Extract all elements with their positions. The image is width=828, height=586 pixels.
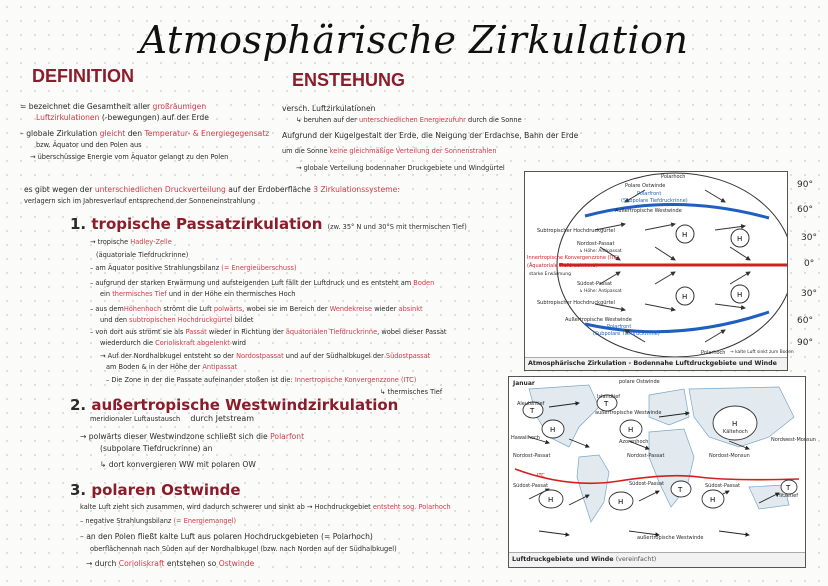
high-marker: H bbox=[628, 426, 634, 434]
low-marker: T bbox=[604, 400, 609, 408]
label-subtrop-hochdruckguertel: Subtropischer Hochdruckgürtel bbox=[537, 228, 615, 234]
entstehung-line-2: ↳ beruhen auf der unterschiedlichen Energiezufuhr durch die Sonne bbox=[296, 116, 522, 124]
lat-label-90s: 90° bbox=[797, 338, 813, 348]
high-marker: H bbox=[618, 498, 624, 506]
definition-line-3: – globale Zirkulation gleicht den Temperatur- & Energiegegensatz bbox=[20, 129, 270, 138]
high-marker: H bbox=[737, 291, 743, 299]
section-2-line-2: → polwärts dieser Westwindzone schließt sich die Polarfont bbox=[80, 432, 305, 441]
section-2-line-4: ↳ dort konvergieren WW mit polaren OW bbox=[100, 460, 256, 469]
section-2-line-3: (subpolare Tiefdruckrinne) an bbox=[100, 444, 213, 453]
entstehung-line-1: versch. Luftzirkulationen bbox=[282, 104, 376, 113]
label-polarfront-2: Polarfront bbox=[607, 324, 632, 330]
world-map-figure bbox=[509, 377, 805, 545]
label-polare-ostwinde: Polare Ostwinde bbox=[625, 183, 666, 189]
section-1-line-8: – von dort aus strömt sie als Passat wieder in Richtung der äquatorialen Tiefdruckrinne, wobei dieser Passat bbox=[90, 328, 447, 336]
section-3-line-1: kalte Luft zieht sich zusammen, wird dadurch schwerer und sinkt ab → Hochdruckgebiet entsteht sog. Polarhoch bbox=[80, 503, 451, 511]
map-label-suedost-passat-3: Südost-Passat bbox=[705, 483, 741, 489]
section-1-heading: 1. tropische Passatzirkulation (zw. 35° N und 30°S mit thermischen Tief) bbox=[70, 215, 467, 233]
map-label-hawaiihoch: Hawaiihoch bbox=[511, 435, 540, 441]
map-label-kaeltehoch: Kältehoch bbox=[723, 429, 748, 435]
section-1-line-12: – Die Zone in der die Passate aufeinander stoßen ist die: Innertropische Konvergenzzone (ITC) bbox=[106, 376, 417, 384]
map-label-suedost-passat-2: Südost-Passat bbox=[629, 481, 665, 487]
section-1-line-7: und den subtropischen Hochdruckgürtel bildet bbox=[100, 316, 254, 324]
low-marker: T bbox=[678, 486, 683, 494]
label-subtrop-hochdruckguertel-2: Subtropischer Hochdruckgürtel bbox=[537, 300, 615, 306]
map-label-hitzetief: Hitzetief bbox=[777, 493, 798, 499]
entstehung-heading: ENSTEHUNG bbox=[292, 70, 406, 90]
map-month: Januar bbox=[513, 380, 535, 387]
high-marker: H bbox=[682, 231, 688, 239]
map-label-aussertrop-westwinde: außertropische Westwinde bbox=[595, 410, 662, 416]
map-label-nordost-passat-2: Nordost-Passat bbox=[627, 453, 665, 459]
section-2-line-1: meridionaler Luftaustausch durch Jetstream bbox=[90, 414, 255, 423]
map-label-azorenhoch: Azorenhoch bbox=[619, 439, 649, 445]
definition-line-1: = bezeichnet die Gesamtheit aller großräumigen bbox=[20, 102, 207, 111]
high-marker: H bbox=[682, 293, 688, 301]
definition-line-5: → überschüssige Energie vom Äquator gelangt zu den Polen bbox=[30, 153, 229, 161]
label-polarhoch-top: Polarhoch bbox=[661, 174, 686, 180]
section-1-line-5: ein thermisches Tief und in der Höhe ein thermisches Hoch bbox=[100, 290, 296, 298]
map-label-itc: ITC bbox=[537, 473, 545, 479]
map-label-nordost-passat-1: Nordost-Passat bbox=[513, 453, 551, 459]
section-1-line-2: (äquatoriale Tiefdruckrinne) bbox=[96, 251, 189, 259]
entstehung-line-5: → globale Verteilung bodennaher Druckgebiete und Windgürtel bbox=[296, 164, 505, 172]
high-marker: H bbox=[732, 420, 738, 428]
lat-label-30n: 30° bbox=[801, 233, 817, 243]
circulation-diagram-caption: Atmosphärische Zirkulation - Bodennahe Luftdruckgebiete und Winde bbox=[525, 357, 787, 370]
label-itc-note: starke Erwärmung bbox=[529, 272, 572, 277]
high-marker: H bbox=[550, 426, 556, 434]
section-1-line-1: → tropische Hadley-Zelle bbox=[90, 238, 172, 246]
section-2-heading: 2. außertropische Westwindzirkulation bbox=[70, 396, 399, 414]
map-label-suedost-passat-1: Südost-Passat bbox=[513, 483, 549, 489]
section-3-heading: 3. polaren Ostwinde bbox=[70, 481, 241, 499]
section-3-line-4: oberflächennah nach Süden auf der Nordhalbkugel (bzw. nach Norden auf der Südhalbkugel) bbox=[90, 545, 397, 553]
map-label-nordost-monsun: Nordost-Monsun bbox=[709, 453, 750, 459]
entstehung-line-3: Aufgrund der Kugelgestalt der Erde, die Neigung der Erdachse, Bahn der Erde bbox=[282, 131, 579, 140]
low-marker: T bbox=[530, 407, 535, 415]
section-1-line-10: → Auf der Nordhalbkugel entsteht so der Nordostpassat und auf der Südhalbkugel der Südostpassat bbox=[100, 352, 431, 360]
label-polarhoch-note: → kalte Luft sinkt zum Boden bbox=[730, 350, 794, 355]
section-1-line-11: am Boden & in der Höhe der Antipassat bbox=[106, 363, 238, 371]
lat-label-60s: 60° bbox=[797, 316, 813, 326]
label-subpolare-tiefdruckrinne-2: (Subpolare Tiefdruckrinne) bbox=[593, 331, 660, 337]
label-aussertropische-westwinde-2: Außertropische Westwinde bbox=[565, 317, 632, 323]
section-3-line-3: – an den Polen fließt kalte Luft aus polaren Hochdruckgebieten (= Polarhoch) bbox=[80, 532, 373, 541]
section-1-line-6: – aus demHöhenhoch strömt die Luft polwärts, wobei sie im Bereich der Wendekreise wieder absinkt bbox=[90, 305, 423, 313]
map-label-aussertrop-westwinde-2: außertropische Westwinde bbox=[637, 535, 704, 541]
lat-label-0: 0° bbox=[804, 259, 815, 269]
label-itc: Innertropische Konvergenzzone (ITC) bbox=[527, 255, 620, 261]
lat-label-60n: 60° bbox=[797, 205, 813, 215]
section-3-line-5: → durch Corioliskraft entstehen so Ostwinde bbox=[86, 559, 255, 568]
high-marker: H bbox=[737, 235, 743, 243]
section-1-line-9: wiederdurch die Corioliskraft abgelenkt wird bbox=[100, 339, 246, 347]
map-label-islandtief: Islandtief bbox=[597, 394, 621, 400]
label-subpolare-tiefdruckrinne: (Subpolare Tiefdruckrinne) bbox=[621, 198, 688, 204]
map-label-aleutentief: Aleutentief bbox=[517, 401, 545, 407]
page-title: Atmosphärische Zirkulation bbox=[139, 18, 689, 62]
label-aussertropische-westwinde: Außertropische Westwinde bbox=[615, 208, 682, 214]
label-suedost-passat: Südost-Passat bbox=[577, 281, 613, 287]
label-nordost-passat: Nordost-Passat bbox=[577, 241, 615, 247]
label-polarfront: Polarfront bbox=[637, 191, 662, 197]
low-marker: T bbox=[786, 484, 791, 492]
map-label-polare-ostwinde: polare Ostwinde bbox=[619, 379, 660, 385]
lat-label-90n: 90° bbox=[797, 180, 813, 190]
definition-line-4: bzw. Äquator und den Polen aus bbox=[36, 141, 142, 149]
section-1-line-3: – am Äquator positive Strahlungsbilanz (= Energieüberschuss) bbox=[90, 264, 297, 272]
label-itc-sub: (Äquatoriale Tiefdruckrinne) bbox=[527, 263, 598, 269]
world-pressure-map bbox=[508, 376, 816, 568]
definition-heading: DEFINITION bbox=[32, 66, 134, 86]
high-marker: H bbox=[710, 496, 716, 504]
circulation-diagram bbox=[524, 171, 794, 371]
definition-line-2: Luftzirkulationen (-bewegungen) auf der Erde bbox=[36, 113, 209, 122]
label-polarhoch-bottom: Polarhoch bbox=[701, 350, 726, 356]
map-caption: Luftdruckgebiete und Winde (vereinfacht) bbox=[509, 552, 805, 567]
label-nordost-note: ↳ Höhe: Antipassat bbox=[579, 249, 622, 254]
map-label-nordwest-monsun: Nordwest-Monsun bbox=[771, 437, 816, 443]
entstehung-line-4: um die Sonne keine gleichmäßige Verteilung der Sonnenstrahlen bbox=[282, 147, 497, 155]
intro-line-2: verlagern sich im Jahresverlauf entsprechend der Sonneneinstrahlung bbox=[24, 197, 256, 205]
section-3-line-2: – negative Strahlungsbilanz (= Energiemangel) bbox=[80, 517, 237, 525]
lat-label-30s: 30° bbox=[801, 289, 817, 299]
high-marker: H bbox=[548, 496, 554, 504]
section-1-line-4: – aufgrund der starken Erwärmung und aufsteigenden Luft fällt der Luftdruck und es entsteht am Boden bbox=[90, 279, 435, 287]
section-1-line-13: ↳ thermisches Tief bbox=[380, 388, 443, 396]
intro-line-1: es gibt wegen der unterschiedlichen Druckverteilung auf der Erdoberfläche 3 Zirkulationssysteme: bbox=[24, 185, 400, 194]
label-suedost-note: ↳ Höhe: Antipassat bbox=[579, 289, 622, 294]
